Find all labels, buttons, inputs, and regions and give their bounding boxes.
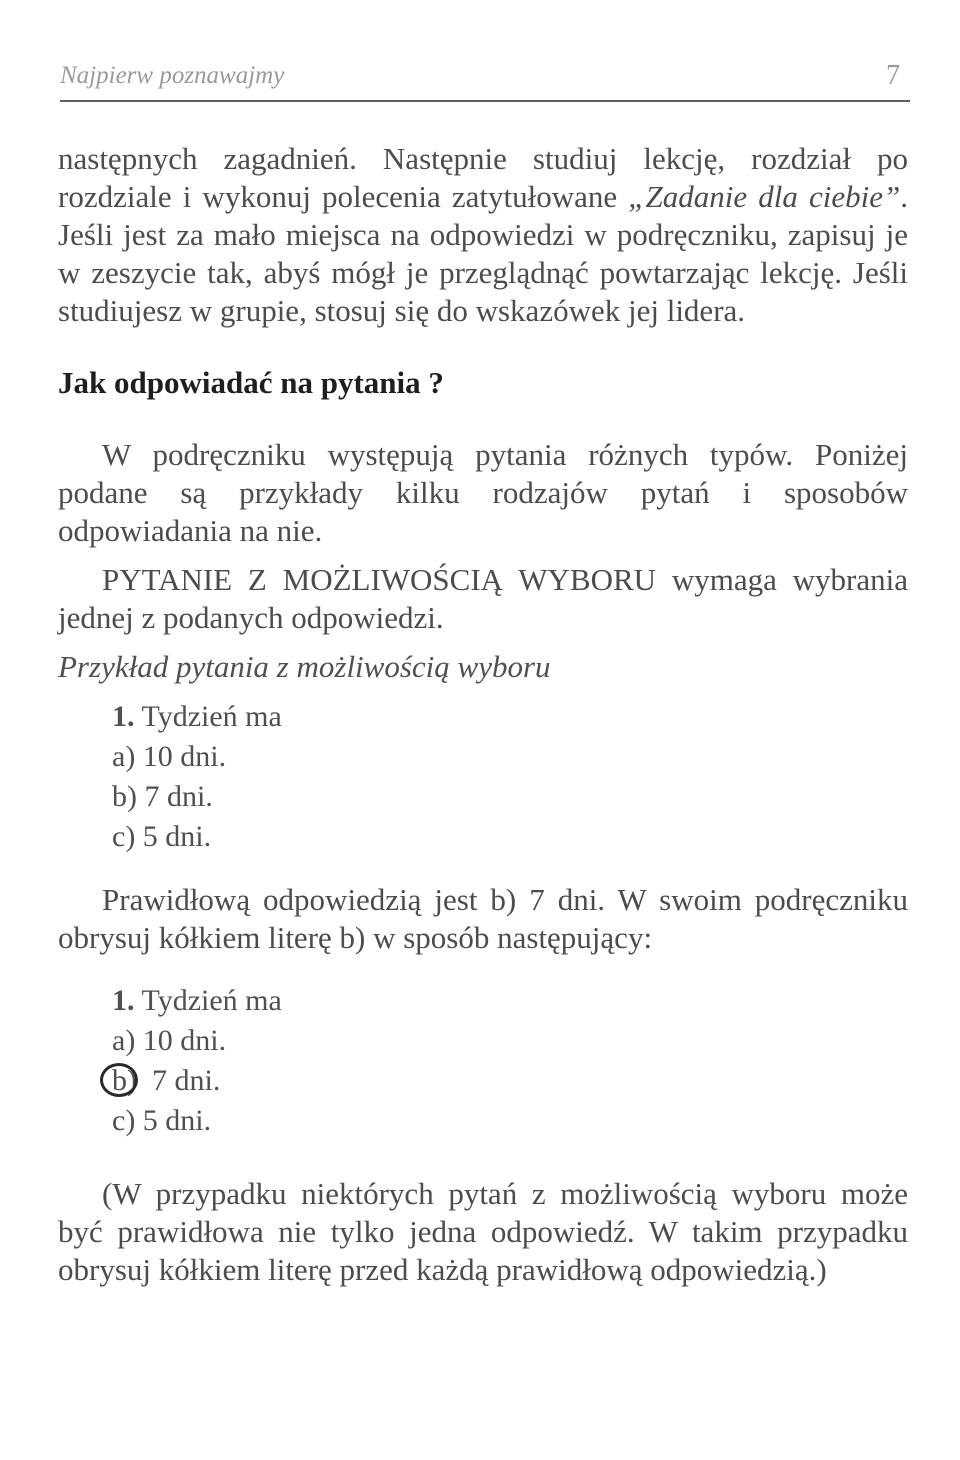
intro-paragraph — [58, 140, 908, 330]
question-stem — [112, 697, 908, 737]
circled-letter — [112, 1061, 137, 1101]
intro-emphasis: „Zadanie dla ciebie” — [628, 179, 901, 214]
answer-option-b: b) 7 dni. — [112, 780, 213, 813]
example-question-2 — [58, 981, 908, 1141]
paragraph-question-types: W podręczniku występują pytania różnych typów. Poniżej podane są przykłady kilku rodzajów pytań i sposobów odpowiadania na nie. — [58, 437, 908, 548]
paragraph-note: (W przypadku niektórych pytań z możliwością wyboru może być prawidłowa nie tylko jedna odpowiedź. W takim przypadku obrysuj kółkiem literę przed każdą prawidłową odpowiedzią.) — [58, 1176, 908, 1287]
running-title: Najpierw poznawajmy — [60, 62, 285, 89]
question-number: 1. — [112, 984, 135, 1017]
answer-option-b-circled — [112, 1061, 908, 1101]
option-letter: b) — [112, 1064, 137, 1097]
example-title: Przykład pytania z możliwością wyboru — [58, 649, 551, 684]
question-stem-text: Tydzień ma — [141, 984, 282, 1017]
section-heading: Jak odpowiadać na pytania ? — [58, 365, 444, 400]
answer-option-a: a) 10 dni. — [112, 740, 227, 773]
page-number: 7 — [886, 60, 900, 91]
question-stem — [112, 981, 908, 1021]
page-header — [60, 58, 910, 102]
paragraph-multiple-choice: PYTANIE Z MOŻLIWOŚCIĄ WYBORU wymaga wybrania jednej z podanych odpowiedzi. — [58, 562, 908, 635]
example-question-1 — [58, 697, 908, 857]
intro-text-after: . Jeśli jest za mało miejsca na odpowiedzi w podręczniku, zapisuj je w zeszycie tak, abyś mógł je przeglądnąć powtarzając lekcję. Jeśli studiujesz w grupie, stosuj się do wskazówek jej lidera. — [58, 179, 908, 328]
header-rule — [60, 100, 910, 102]
answer-option-c: c) 5 dni. — [112, 1104, 212, 1137]
question-number: 1. — [112, 700, 135, 733]
page-content — [58, 140, 908, 1289]
answer-option-a: a) 10 dni. — [112, 1024, 227, 1057]
intro-text: następnych zagadnień. Następnie studiuj lekcję, rozdział po rozdziale i wykonuj polecenia zatytułowane — [58, 141, 908, 214]
question-stem-text: Tydzień ma — [141, 700, 282, 733]
answer-option-c: c) 5 dni. — [112, 820, 212, 853]
option-text: 7 dni. — [152, 1064, 221, 1097]
paragraph-correct-answer: Prawidłową odpowiedzią jest b) 7 dni. W swoim podręczniku obrysuj kółkiem literę b) w sposób następujący: — [58, 882, 908, 955]
circle-mark — [100, 1063, 138, 1097]
